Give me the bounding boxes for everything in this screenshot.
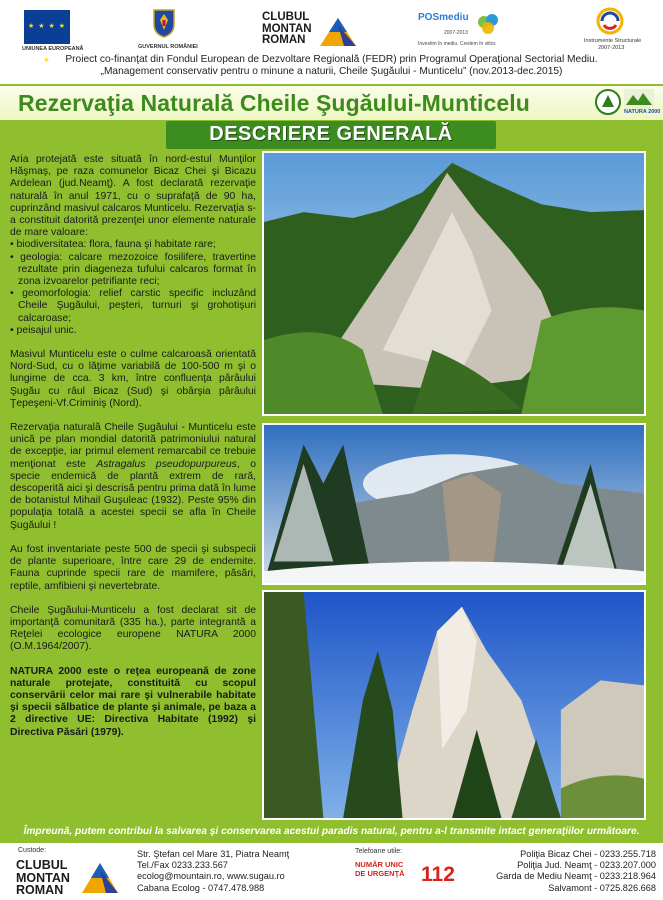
posmediu-slogan: Investim în mediu. Credem în viitor. xyxy=(418,41,497,47)
instrumente-structurale-logo xyxy=(580,6,640,52)
posmediu-name: POSmediu xyxy=(418,12,469,23)
list-item: • geologia: calcare mezozoice fosilifere, travertine rezultate prin diageneza tufului calcaros format în zona izvoarelor petrifiante reci; xyxy=(10,252,256,289)
eu-stars-icon: ★ ★ ★ ★ ★ xyxy=(28,23,66,64)
custodian-label: Custode: xyxy=(18,847,47,854)
title-band xyxy=(0,86,663,120)
contact-row: Poliţia Jud. Neamţ - 0233.207.000 xyxy=(517,860,656,871)
slogan: Împreună, putem contribui la salvarea şi conservarea acestui paradis natural, pentru a-l transmite intact generaţiilor următoare. xyxy=(23,826,640,837)
mountain-triangle-icon xyxy=(318,16,358,48)
description-text xyxy=(10,154,256,751)
paragraph-natura-definition: NATURA 2000 este o reţea europeană de zone naturale protejate, constituită cu scopul conservării celor mai rare şi vulnerabile habitate şi specii sălbatice de plante şi animale, pe baza a 2 directive UE: Directiva Habitate (1992) şi Directiva Păsări (1979). xyxy=(10,665,256,738)
government-caption: GUVERNUL ROMÂNIEI xyxy=(138,44,198,50)
footer xyxy=(0,843,663,900)
page-title: Rezervaţia Naturală Cheile Şugăului-Munticelu xyxy=(18,90,530,116)
posmediu-years: 2007-2013 xyxy=(444,30,468,36)
custodian-logo xyxy=(16,857,126,899)
mountain-triangle-icon xyxy=(80,861,120,895)
club-name: CLUBUL MONTAN ROMAN xyxy=(16,858,70,897)
list-item: • biodiversitatea: flora, fauna şi habitate rare; xyxy=(10,239,256,251)
reserve-emblem-icon xyxy=(595,89,621,115)
natura-2000-icon xyxy=(624,89,654,109)
phone-fax: Tel./Fax 0233.233.567 xyxy=(137,860,228,871)
paragraph-intro: Aria protejată este situată în nord-estul Munţilor Hăşmaş, pe raza comunelor Bicaz Chei şi Bicazu Ardelean (jud.Neamţ). A fost declarată rezervaţie naturală în anul 1971, cu o suprafaţă de 90 ha, cuprinzând masivul calcaros Munticelu. Rezervaţia s-a constituit datorită prezenţei unor elemente naturale de mare valoare: xyxy=(10,154,256,239)
photo-limestone-peak xyxy=(262,590,646,820)
header xyxy=(0,0,663,84)
address-line: Str. Ştefan cel Mare 31, Piatra Neamţ xyxy=(137,849,290,859)
is-caption-2: 2007-2013 xyxy=(598,45,625,51)
clubul-montan-roman-logo xyxy=(262,10,362,50)
contacts-list xyxy=(470,849,656,894)
species-name: Astragalus pseudopurpureus xyxy=(96,458,237,470)
emergency-number: 112 xyxy=(421,863,455,886)
is-caption-1: Instrumente Structurale xyxy=(584,38,642,44)
project-line-1: Proiect co-finanţat din Fondul European de Dezvoltare Regională (FEDR) prin Programul Operaţional Sectorial Mediu. xyxy=(65,54,598,65)
photo-winter-gorge xyxy=(262,423,646,585)
paragraph-massif: Masivul Munticelu este o culme calcaroasă orientată Nord-Sud, cu o lăţime variabilă de 100-500 m şi o lungime de cca. 3 km, între confluenţa pârâului Şugău cu râul Bicaz (Sud) şi obârşia pârâului Ţepeşeni-Vf.Criminiş (Nord). xyxy=(10,349,256,409)
structural-instruments-icon xyxy=(594,6,626,36)
contact-row: Salvamont - 0725.826.668 xyxy=(548,882,656,893)
section-heading: DESCRIERE GENERALĂ xyxy=(209,123,453,145)
photo-munticelu-massif xyxy=(262,151,646,416)
paragraph-astragalus: Rezervaţia naturală Cheile Şugăului - Munticelu este unică pe plan mondial datorită patrimoniului natural de excepţie, iar primul element remarcabil ce trebuie menţionat este Astragalus pseudopurpureus, o specie endemică de plantă extrem de rară, descoperită aici şi descrisă pentru prima dată în lume de botanistul Mihail Guşuleac (1932). Peste 95% din populaţia totală a acestei specii se afla în Cheile Şugăului ! xyxy=(10,422,256,531)
values-list xyxy=(10,239,256,337)
cabin-phone: Cabana Ecolog - 0747.478.988 xyxy=(137,882,265,893)
paragraph-natura-site: Cheile Şugăului-Munticelu a fost declarat sit de importanţă comunitară (335 ha.), parte integrantă a Reţelei ecologice europene NATURA 2000 (O.M.1964/2007). xyxy=(10,604,256,653)
natura-2000-caption: NATURA 2000 xyxy=(624,109,661,115)
emergency-label: NUMĂR UNIC DE URGENŢĂ xyxy=(355,860,405,878)
useful-phones-label: Telefoane utile: xyxy=(355,848,403,855)
contact-row: Poliţia Bicaz Chei - 0233.255.718 xyxy=(520,849,656,859)
eu-caption: UNIUNEA EUROPEANĂ xyxy=(22,46,84,52)
club-name: CLUBUL MONTAN ROMAN xyxy=(262,11,312,46)
project-line-2: „Management conservativ pentru o minune a naturii, Cheile Şugăului - Munticelu” (nov.2013-dec.2015) xyxy=(100,66,563,77)
paragraph-inventory: Au fost inventariate peste 500 de specii şi subspecii de plante superioare, între care 29 de endemite. Fauna cuprinde specii rare de mamifere, păsări, reptile, amfibieni şi nevertebrate. xyxy=(10,543,256,592)
email-website[interactable]: ecolog@mountain.ro, www.sugau.ro xyxy=(137,871,285,882)
government-crest-logo xyxy=(152,8,176,38)
posmediu-logo xyxy=(418,12,504,52)
contact-row: Garda de Mediu Neamţ - 0233.218.964 xyxy=(496,871,656,882)
list-item: • geomorfologia: relief carstic specific incluzând Cheile Şugăului, peşteri, turnuri şi grohotişuri calcaroase; xyxy=(10,288,256,325)
address-block xyxy=(137,849,337,894)
project-description xyxy=(0,54,663,78)
section-heading-band xyxy=(166,121,496,149)
natura-logos xyxy=(595,89,661,117)
leaf-icon xyxy=(476,12,502,36)
list-item: • peisajul unic. xyxy=(10,325,256,337)
